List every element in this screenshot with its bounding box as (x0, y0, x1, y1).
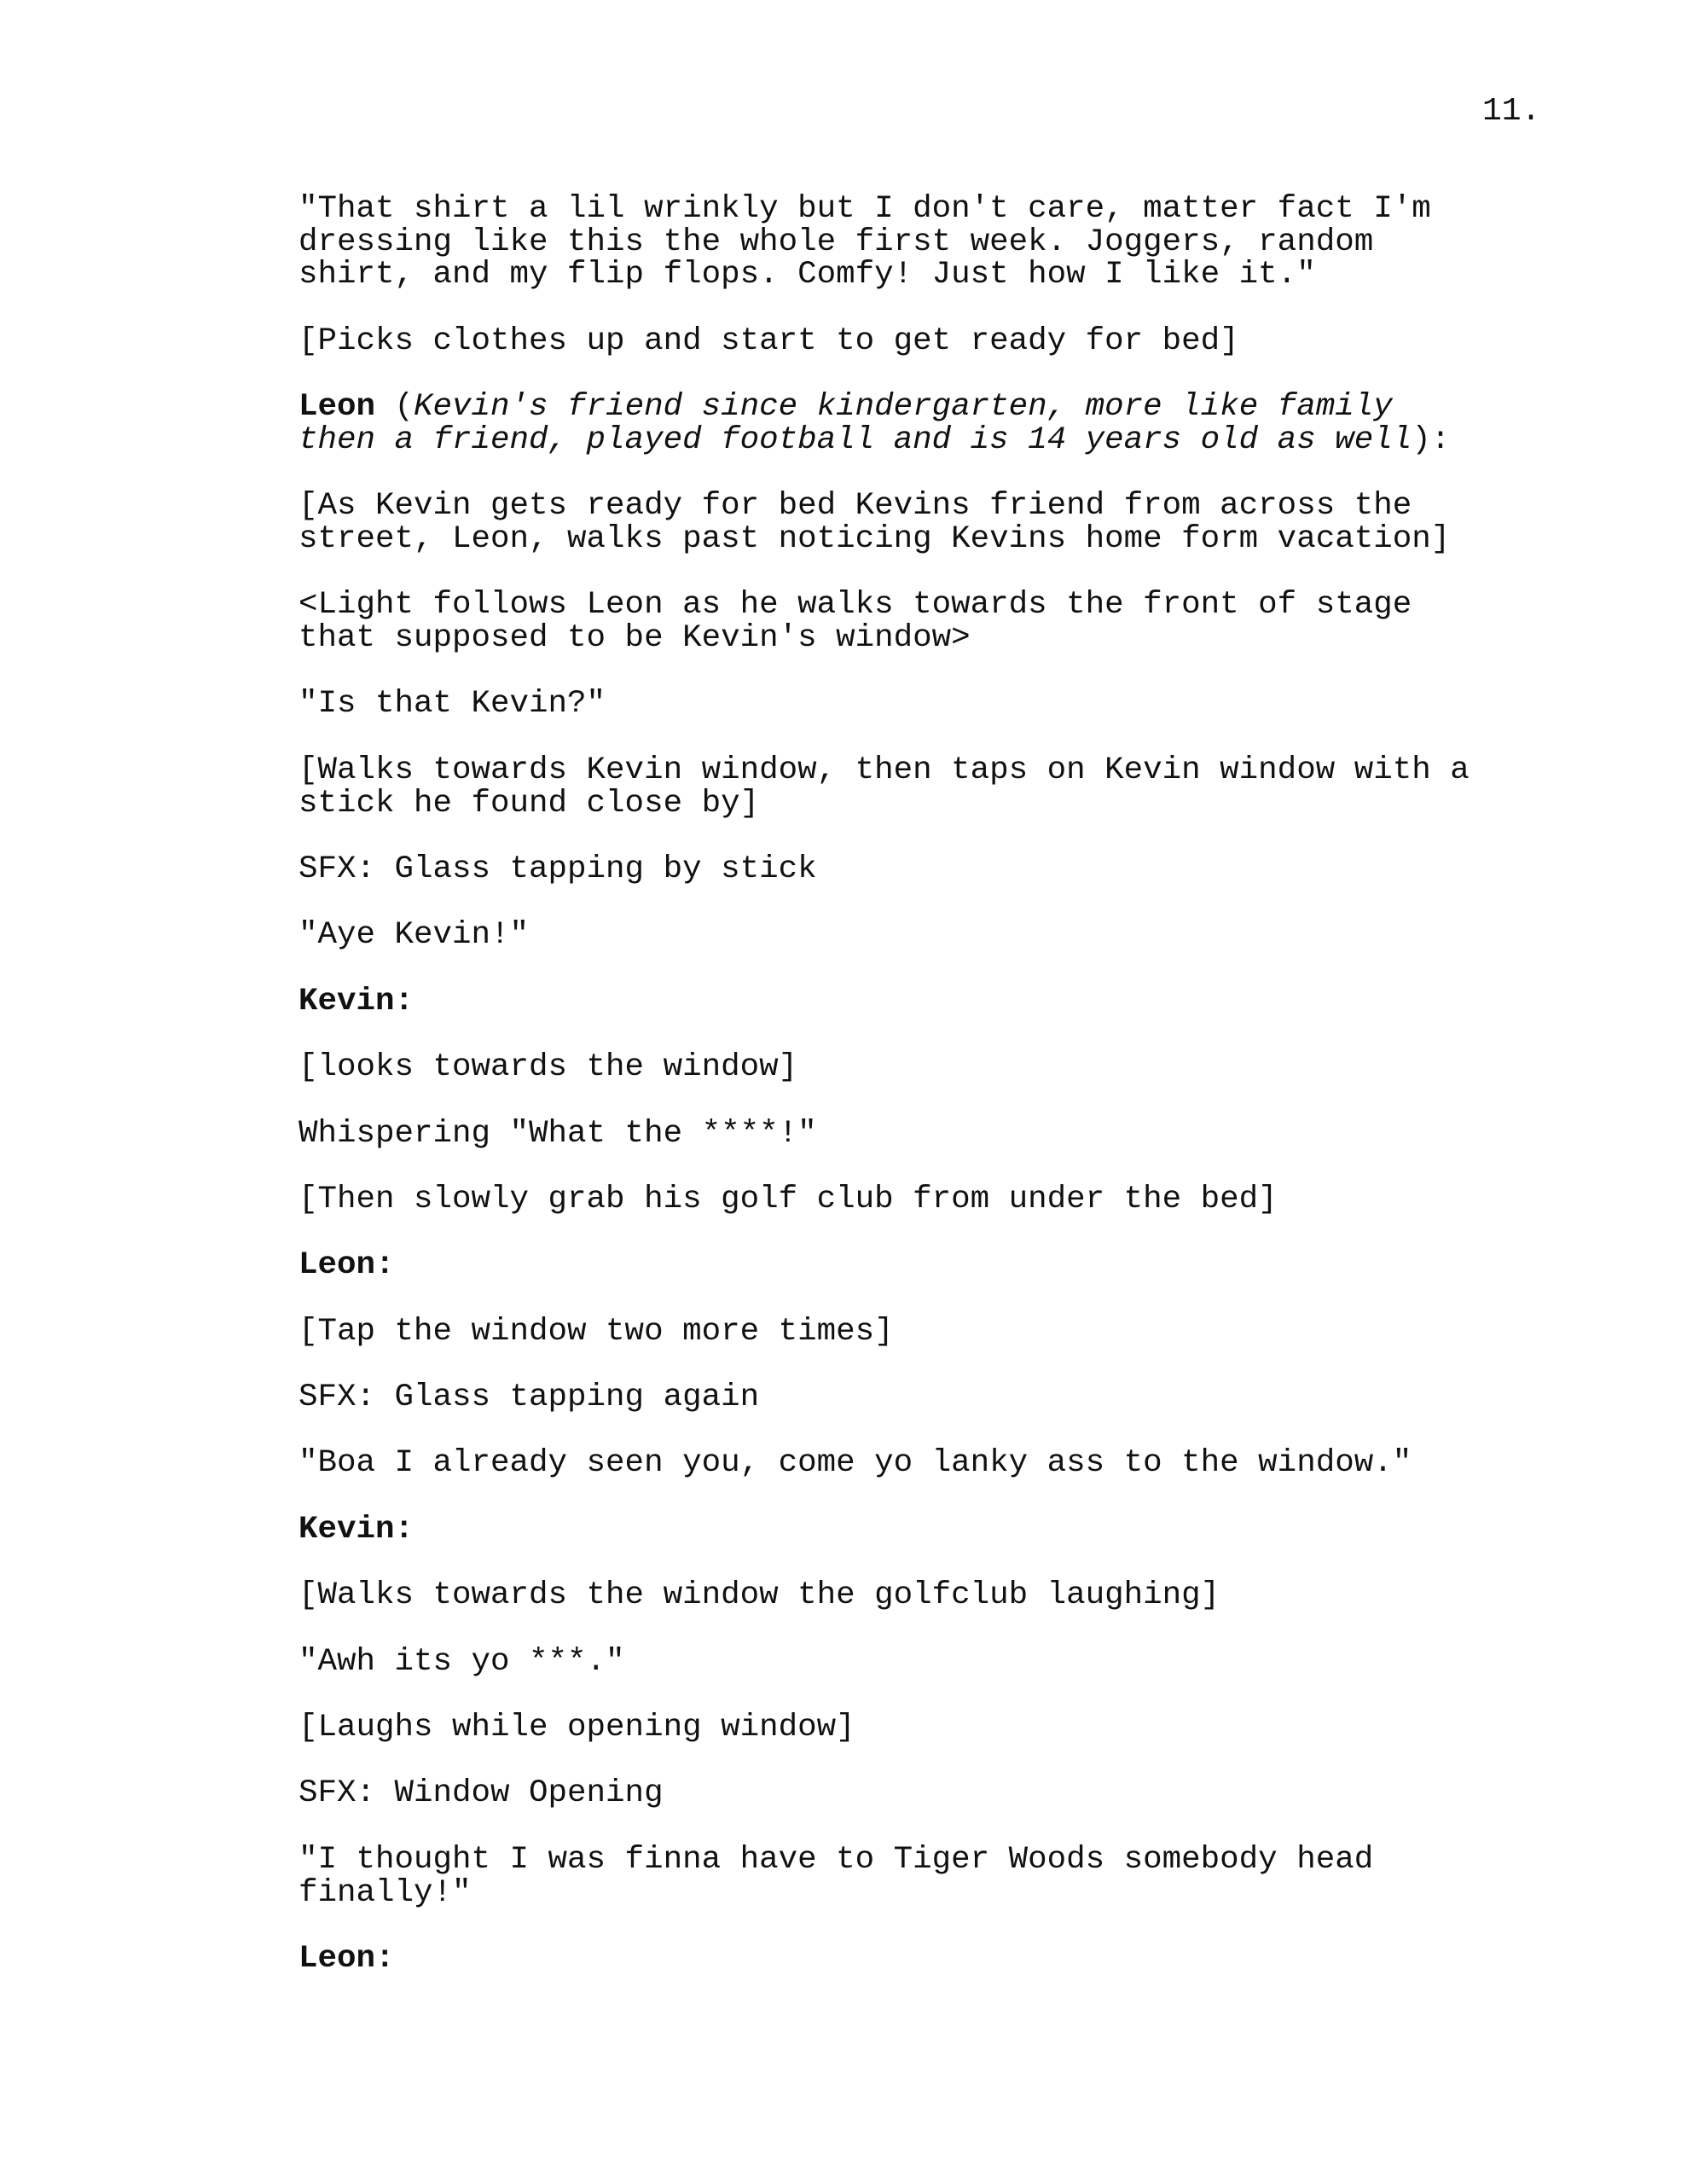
character-name: Kevin: (299, 1511, 415, 1548)
dialogue-line: "Awh its yo ***." (299, 1643, 625, 1680)
stage-direction: [As Kevin gets ready for bed Kevins friend from across the street, Leon, walks past noticing Kevins home form vacation] (299, 488, 1451, 557)
dialogue-line: Whispering "What the ****!" (299, 1115, 817, 1152)
dialogue-line: "That shirt a lil wrinkly but I don't care, matter fact I'm dressing like this the whole first week. Joggers, random shirt, and my flip flops. Comfy! Just how I like it." (299, 191, 1431, 293)
character-description: then a friend, played football and is 14 years old as well (299, 421, 1412, 458)
sound-effect: SFX: Glass tapping again (299, 1380, 760, 1416)
stage-direction: [Then slowly grab his golf club from under the bed] (299, 1181, 1278, 1217)
dialogue-line: "Boa I already seen you, come yo lanky ass to the window." (299, 1445, 1412, 1482)
dialogue-line: "I thought I was finna have to Tiger Woods somebody head finally!" (299, 1841, 1374, 1911)
character-name: Leon: (299, 1247, 395, 1284)
lighting-cue: <Light follows Leon as he walks towards the front of stage that supposed to be Kevin's window> (299, 587, 1412, 657)
dialogue-line: "Is that Kevin?" (299, 686, 606, 723)
stage-direction: [Walks towards the window the golfclub laughing] (299, 1577, 1220, 1614)
sound-effect: SFX: Window Opening (299, 1775, 664, 1812)
character-name: Leon (299, 389, 376, 426)
stage-direction: [Picks clothes up and start to get ready for bed] (299, 322, 1239, 359)
character-introduction: Leon (Kevin's friend since kindergarten, more like family then a friend, played football and is 14 years old as well): (299, 389, 1451, 458)
stage-direction: [Tap the window two more times] (299, 1313, 894, 1350)
stage-direction: [Laughs while opening window] (299, 1710, 855, 1746)
character-name: Leon: (299, 1940, 395, 1977)
sound-effect: SFX: Glass tapping by stick (299, 851, 817, 887)
dialogue-line: "Aye Kevin!" (299, 917, 530, 954)
stage-direction: [Walks towards Kevin window, then taps on Kevin window with a stick he found close by] (299, 752, 1470, 822)
character-name: Kevin: (299, 983, 415, 1019)
page-number: 11. (1482, 93, 1541, 130)
stage-direction: [looks towards the window] (299, 1049, 798, 1086)
character-description: Kevin's friend since kindergarten, more like family (414, 389, 1393, 426)
script-body (299, 193, 1518, 1976)
